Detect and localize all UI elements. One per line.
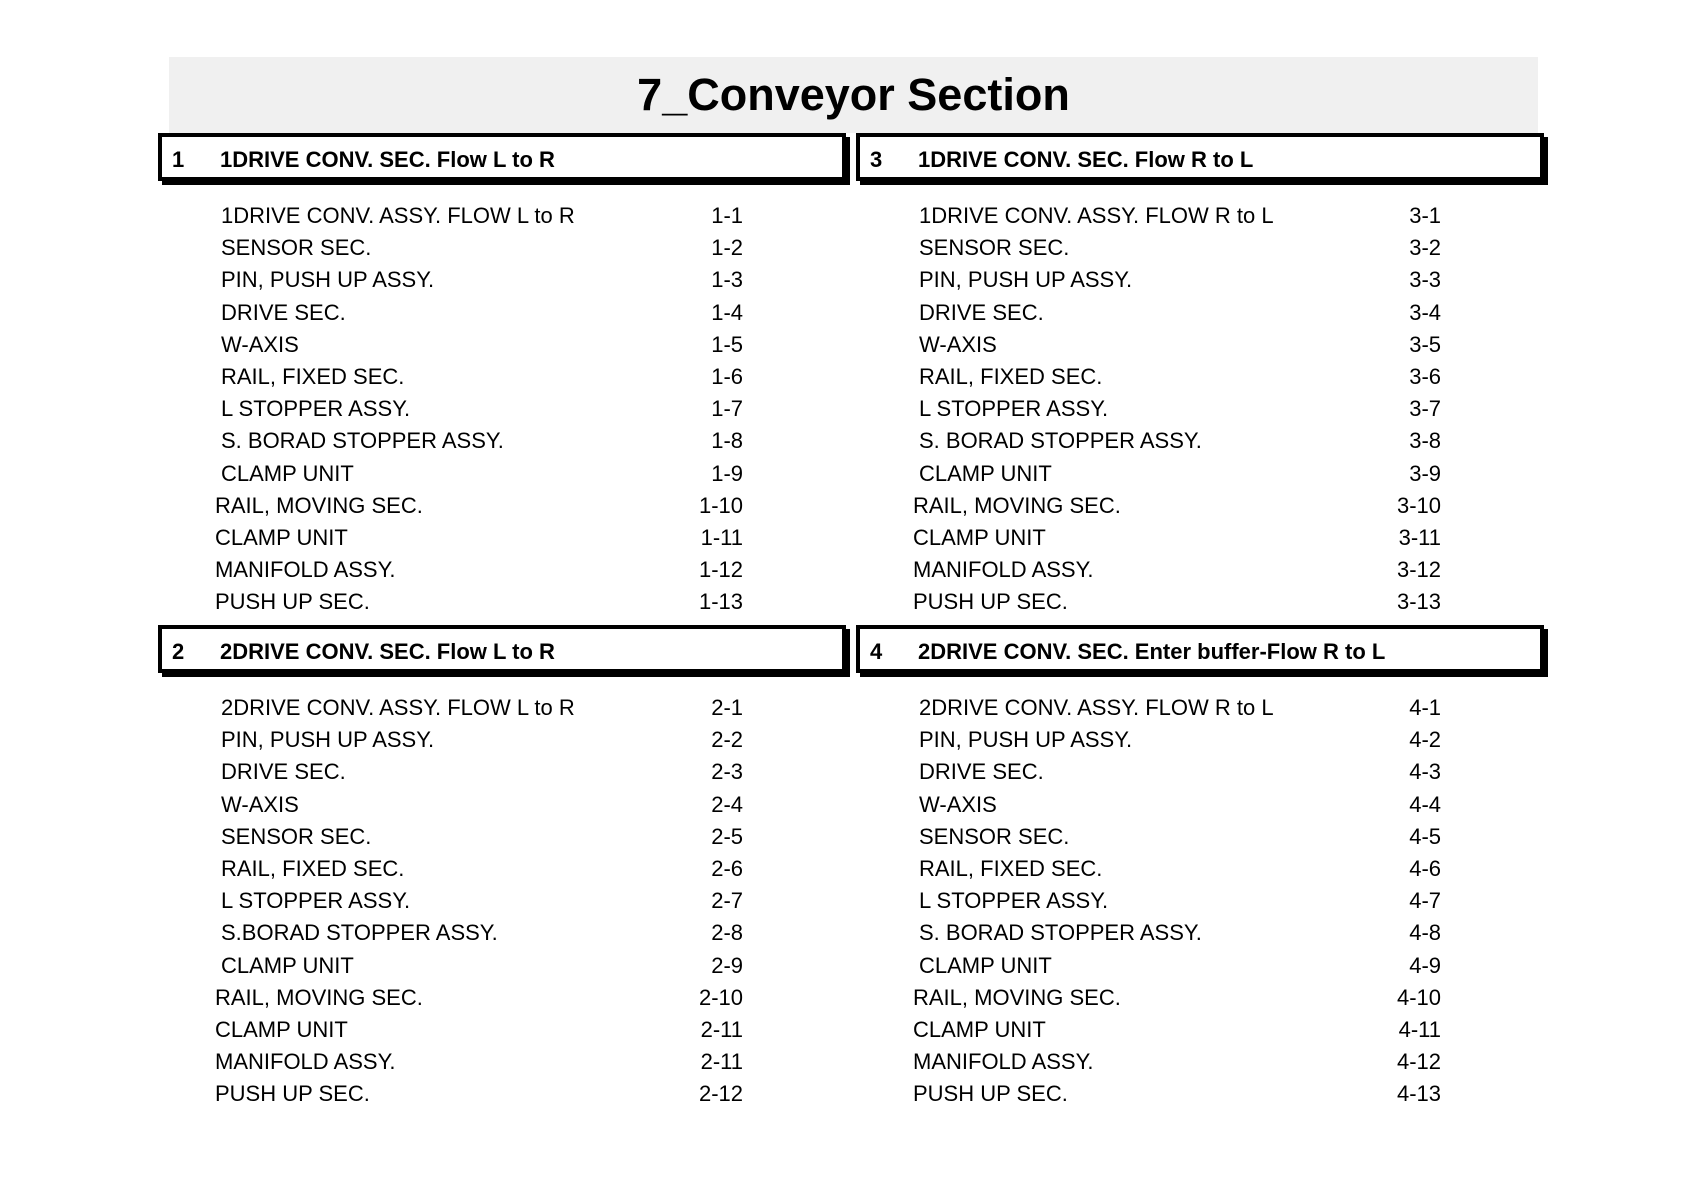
toc-entry-label: RAIL, MOVING SEC. <box>913 984 1121 1010</box>
toc-entry[interactable] <box>913 1080 1443 1108</box>
toc-entry-page: 4-10 <box>1396 984 1441 1010</box>
toc-entry-label: DRIVE SEC. <box>919 759 1044 785</box>
toc-entry-page: 2-8 <box>711 920 743 946</box>
toc-entry-page: 2-2 <box>711 727 743 753</box>
toc-entry[interactable] <box>221 758 745 786</box>
toc-entry-page: 2-12 <box>698 1081 743 1107</box>
toc-entry-label: S. BORAD STOPPER ASSY. <box>919 920 1202 946</box>
toc-entry-label: CLAMP UNIT <box>913 1017 1046 1042</box>
toc-entry-label: W-AXIS <box>221 791 299 817</box>
section-number: 2 <box>172 639 185 664</box>
toc-entry-label: DRIVE SEC. <box>221 299 346 325</box>
toc-entry-page: 3-5 <box>1409 331 1441 357</box>
toc-entry-label: PIN, PUSH UP ASSY. <box>919 727 1133 753</box>
toc-entry-label: CLAMP UNIT <box>919 952 1052 978</box>
section-title: 1DRIVE CONV. SEC. Flow R to L <box>918 147 1254 172</box>
toc-entry-label: S. BORAD STOPPER ASSY. <box>919 428 1202 454</box>
toc-entry[interactable] <box>221 694 745 722</box>
toc-entry-label: 2DRIVE CONV. ASSY. FLOW R to L <box>919 695 1274 720</box>
toc-entry-page: 4-13 <box>1396 1081 1441 1107</box>
toc-entry-page: 3-10 <box>1396 492 1441 518</box>
toc-entry-label: PIN, PUSH UP ASSY. <box>221 727 435 753</box>
toc-entry-page: 3-12 <box>1396 557 1441 583</box>
toc-entry-label: 1DRIVE CONV. ASSY. FLOW L to R <box>221 203 575 228</box>
toc-entry[interactable] <box>221 202 745 230</box>
toc-entry-label: SENSOR SEC. <box>221 235 372 261</box>
toc-entry-label: CLAMP UNIT <box>221 460 354 486</box>
toc-entry-label: 1DRIVE CONV. ASSY. FLOW R to L <box>919 203 1274 228</box>
toc-entry-page: 2-11 <box>700 1017 743 1042</box>
toc-entry[interactable] <box>221 791 745 819</box>
toc-entry-page: 3-8 <box>1409 428 1441 454</box>
toc-entry-label: S. BORAD STOPPER ASSY. <box>221 428 504 454</box>
toc-entry[interactable] <box>913 492 1443 520</box>
toc-entry-page: 1-3 <box>711 267 743 293</box>
toc-entry[interactable] <box>919 726 1443 754</box>
toc-entry-label: PUSH UP SEC. <box>215 589 370 615</box>
toc-entry-page: 1-8 <box>711 428 743 454</box>
section-header-3 <box>856 133 1544 181</box>
toc-entry-page: 3-3 <box>1409 267 1441 293</box>
toc-entry-page: 2-7 <box>711 888 743 914</box>
toc-entry-label: MANIFOLD ASSY. <box>215 1049 396 1075</box>
section-title: 1DRIVE CONV. SEC. Flow L to R <box>220 147 555 172</box>
section-number: 3 <box>870 147 883 172</box>
toc-entry-page: 1-13 <box>698 589 743 615</box>
toc-entry[interactable] <box>215 492 745 520</box>
toc-entry-label: S.BORAD STOPPER ASSY. <box>221 920 498 946</box>
toc-entry-label: RAIL, FIXED SEC. <box>919 856 1103 881</box>
toc-entry-label: PUSH UP SEC. <box>215 1081 370 1107</box>
toc-entry[interactable] <box>919 791 1443 819</box>
section-title: 2DRIVE CONV. SEC. Flow L to R <box>220 639 555 664</box>
toc-entry[interactable] <box>919 363 1443 391</box>
toc-entry-page: 2-5 <box>711 823 743 849</box>
toc-entry[interactable] <box>913 556 1443 584</box>
toc-entry[interactable] <box>913 1048 1443 1076</box>
toc-entry-label: DRIVE SEC. <box>221 759 346 785</box>
toc-entry-page: 3-2 <box>1409 235 1441 261</box>
toc-entry-label: RAIL, FIXED SEC. <box>221 364 405 389</box>
toc-entry[interactable] <box>919 202 1443 230</box>
toc-entry-page: 4-6 <box>1409 856 1441 881</box>
toc-entry[interactable] <box>919 694 1443 722</box>
toc-entry[interactable] <box>215 556 745 584</box>
toc-entry[interactable] <box>919 427 1443 455</box>
toc-entry[interactable] <box>221 234 745 262</box>
toc-entry[interactable] <box>919 395 1443 423</box>
toc-entry-label: RAIL, MOVING SEC. <box>215 492 423 518</box>
toc-entry-label: PUSH UP SEC. <box>913 1081 1068 1107</box>
toc-entry-page: 4-2 <box>1409 727 1441 753</box>
toc-entry-label: L STOPPER ASSY. <box>221 888 411 914</box>
toc-entry-label: 2DRIVE CONV. ASSY. FLOW L to R <box>221 695 575 720</box>
section-title: 2DRIVE CONV. SEC. Enter buffer-Flow R to L <box>918 639 1386 664</box>
toc-entry-label: RAIL, FIXED SEC. <box>221 856 405 881</box>
toc-entry-label: MANIFOLD ASSY. <box>913 1049 1094 1075</box>
toc-entry[interactable] <box>215 524 745 552</box>
toc-entry[interactable] <box>221 887 745 915</box>
toc-entry-label: SENSOR SEC. <box>919 235 1070 261</box>
toc-entry[interactable] <box>919 952 1443 980</box>
toc-entry-label: PIN, PUSH UP ASSY. <box>221 267 435 293</box>
toc-entry-page: 1-5 <box>711 331 743 357</box>
toc-entry[interactable] <box>913 1016 1443 1044</box>
toc-entry[interactable] <box>221 460 745 488</box>
toc-entry[interactable] <box>215 1016 745 1044</box>
toc-entry-page: 2-11 <box>700 1049 743 1075</box>
toc-entry-page: 2-3 <box>711 759 743 785</box>
toc-entry-page: 4-4 <box>1409 791 1441 817</box>
toc-entry[interactable] <box>221 395 745 423</box>
toc-entry-page: 2-4 <box>711 791 743 817</box>
toc-entry-label: RAIL, MOVING SEC. <box>215 984 423 1010</box>
toc-entry-page: 4-8 <box>1409 920 1441 946</box>
section-header-1 <box>158 133 846 181</box>
toc-entry-label: SENSOR SEC. <box>221 823 372 849</box>
toc-entry-label: L STOPPER ASSY. <box>221 396 411 422</box>
toc-entry-page: 1-10 <box>698 492 743 518</box>
toc-entry-page: 3-9 <box>1409 460 1441 486</box>
toc-entry[interactable] <box>221 823 745 851</box>
toc-entry[interactable] <box>919 331 1443 359</box>
toc-entry-page: 4-3 <box>1409 759 1441 785</box>
toc-entry-label: RAIL, MOVING SEC. <box>913 492 1121 518</box>
toc-entry-page: 4-5 <box>1409 823 1441 849</box>
toc-entry[interactable] <box>919 758 1443 786</box>
toc-entry-label: DRIVE SEC. <box>919 299 1044 325</box>
toc-entry-label: L STOPPER ASSY. <box>919 888 1109 914</box>
toc-entry[interactable] <box>913 588 1443 616</box>
toc-entry-page: 1-9 <box>711 460 743 486</box>
toc-entry[interactable] <box>215 1080 745 1108</box>
toc-entry-label: CLAMP UNIT <box>913 525 1046 550</box>
toc-entry-page: 1-2 <box>711 235 743 261</box>
toc-entry-label: CLAMP UNIT <box>919 460 1052 486</box>
toc-entry-page: 4-7 <box>1409 888 1441 914</box>
toc-entry[interactable] <box>221 299 745 327</box>
toc-entry[interactable] <box>919 266 1443 294</box>
toc-entry-page: 3-1 <box>1409 203 1441 228</box>
toc-entry[interactable] <box>221 363 745 391</box>
toc-entry-page: 3-11 <box>1398 525 1441 550</box>
toc-entry-page: 1-12 <box>698 557 743 583</box>
toc-entry-label: SENSOR SEC. <box>919 823 1070 849</box>
toc-entry-label: MANIFOLD ASSY. <box>913 557 1094 583</box>
toc-entry-label: W-AXIS <box>919 331 997 357</box>
toc-entry-label: MANIFOLD ASSY. <box>215 557 396 583</box>
toc-entry-label: W-AXIS <box>221 331 299 357</box>
toc-entry[interactable] <box>913 524 1443 552</box>
toc-entry-label: W-AXIS <box>919 791 997 817</box>
toc-entry-page: 1-6 <box>711 364 743 389</box>
toc-entry-page: 1-1 <box>711 203 743 228</box>
toc-entry-page: 2-6 <box>711 856 743 881</box>
toc-entry-page: 2-1 <box>711 695 743 720</box>
toc-entry-page: 2-10 <box>698 984 743 1010</box>
toc-entry-label: RAIL, FIXED SEC. <box>919 364 1103 389</box>
toc-entry[interactable] <box>221 331 745 359</box>
toc-entry[interactable] <box>221 726 745 754</box>
toc-entry-page: 3-7 <box>1409 396 1441 422</box>
toc-entry[interactable] <box>913 984 1443 1012</box>
section-header-4 <box>856 625 1544 673</box>
toc-entry[interactable] <box>919 823 1443 851</box>
toc-entry-page: 3-4 <box>1409 299 1441 325</box>
toc-entry[interactable] <box>215 1048 745 1076</box>
toc-entry[interactable] <box>919 460 1443 488</box>
toc-entry-page: 1-4 <box>711 299 743 325</box>
toc-entry-page: 4-12 <box>1396 1049 1441 1075</box>
page-title: 7_Conveyor Section <box>637 69 1070 120</box>
section-number: 4 <box>870 639 883 664</box>
toc-entry[interactable] <box>919 855 1443 883</box>
toc-entry-page: 1-11 <box>700 525 743 550</box>
toc-entry[interactable] <box>919 919 1443 947</box>
toc-entry[interactable] <box>221 266 745 294</box>
toc-entry-page: 3-6 <box>1409 364 1441 389</box>
toc-entry-label: PUSH UP SEC. <box>913 589 1068 615</box>
toc-entry-page: 1-7 <box>711 396 743 422</box>
toc-entry-page: 4-11 <box>1398 1017 1441 1042</box>
section-number: 1 <box>172 147 185 172</box>
toc-entry-page: 3-13 <box>1396 589 1441 615</box>
toc-entry[interactable] <box>215 984 745 1012</box>
toc-entry-label: PIN, PUSH UP ASSY. <box>919 267 1133 293</box>
title-band <box>169 57 1538 133</box>
toc-entry-label: CLAMP UNIT <box>215 525 348 550</box>
toc-entry-label: CLAMP UNIT <box>215 1017 348 1042</box>
toc-entry-page: 4-9 <box>1409 952 1441 978</box>
toc-entry-label: CLAMP UNIT <box>221 952 354 978</box>
toc-entry[interactable] <box>919 299 1443 327</box>
section-header-2 <box>158 625 846 673</box>
toc-entry[interactable] <box>919 887 1443 915</box>
toc-entry-label: L STOPPER ASSY. <box>919 396 1109 422</box>
toc-entry[interactable] <box>221 952 745 980</box>
toc-entry-page: 4-1 <box>1409 695 1441 720</box>
toc-entry[interactable] <box>221 855 745 883</box>
toc-entry[interactable] <box>215 588 745 616</box>
toc-entry-page: 2-9 <box>711 952 743 978</box>
toc-entry[interactable] <box>919 234 1443 262</box>
toc-entry[interactable] <box>221 427 745 455</box>
toc-entry[interactable] <box>221 919 745 947</box>
